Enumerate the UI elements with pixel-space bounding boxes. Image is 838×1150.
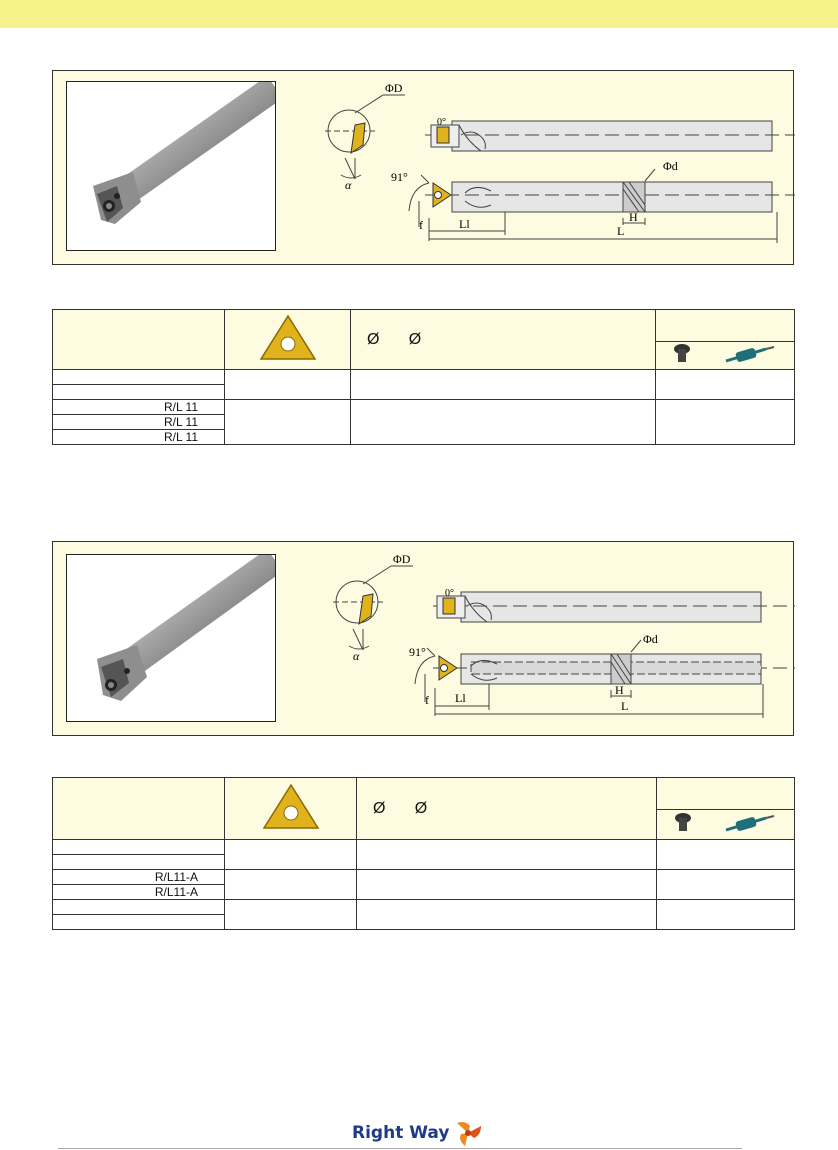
wrench-icon <box>722 343 778 365</box>
label-alpha: α <box>345 178 352 192</box>
label-f: f <box>419 218 423 232</box>
insert-cell <box>225 400 351 445</box>
label-zero-angle: 0° <box>437 117 446 128</box>
dimension-cell <box>357 870 657 900</box>
header-insert-cell <box>225 778 357 840</box>
label-l1: Ll <box>459 217 470 231</box>
parts-cell <box>657 900 795 930</box>
insert-cell <box>225 840 357 870</box>
label-l1: Ll <box>455 691 466 705</box>
dimension-cell <box>357 900 657 930</box>
label-shank-diameter: Φd <box>643 632 658 646</box>
insert-cell <box>225 900 357 930</box>
model-cell <box>53 855 225 870</box>
header-parts-cell <box>657 778 795 810</box>
brand-name: Right Way <box>352 1123 450 1143</box>
insert-cell <box>225 870 357 900</box>
label-f: f <box>425 693 429 707</box>
header-model-cell <box>53 778 225 840</box>
model-cell: R/L 11 <box>53 415 225 430</box>
header-dimensions-cell <box>357 778 657 840</box>
label-approach-angle: 91° <box>409 645 426 659</box>
footer-logo <box>352 1118 483 1148</box>
parts-cell <box>656 370 795 400</box>
label-h: H <box>615 683 624 697</box>
model-cell <box>53 900 225 915</box>
header-parts-cell <box>656 310 795 342</box>
screw-icon <box>673 812 693 834</box>
triangular-insert-icon <box>258 313 318 363</box>
insert-cell <box>225 370 351 400</box>
tool-photo-2 <box>66 554 276 722</box>
diameter-symbol: Ø <box>414 799 428 817</box>
parts-cell <box>657 840 795 870</box>
dimension-cell <box>351 400 656 445</box>
parts-cell <box>657 870 795 900</box>
model-cell: R/L11-A <box>53 885 225 900</box>
tool-photo-1 <box>66 81 276 251</box>
label-l: L <box>621 699 629 713</box>
boring-bar-image <box>67 82 276 251</box>
product-panel-1 <box>52 70 794 265</box>
triangular-insert-icon <box>261 782 321 832</box>
technical-drawing-1 <box>325 83 795 259</box>
label-shank-diameter: Φd <box>663 159 678 173</box>
footer-divider <box>58 1148 742 1149</box>
dimension-cell <box>357 840 657 870</box>
spec-table-2 <box>52 777 795 930</box>
header-parts-icons <box>656 342 795 370</box>
brand-swirl-icon <box>453 1118 483 1148</box>
product-panel-2 <box>52 541 794 736</box>
dimension-cell <box>351 370 656 400</box>
top-banner <box>0 0 838 28</box>
diameter-symbol: Ø <box>373 799 386 817</box>
label-l: L <box>617 224 625 238</box>
label-approach-angle: 91° <box>391 170 408 184</box>
header-insert-cell <box>225 310 351 370</box>
model-cell <box>53 915 225 930</box>
model-cell <box>53 840 225 855</box>
label-bore-diameter: ΦD <box>393 554 411 566</box>
header-model-cell <box>53 310 225 370</box>
boring-bar-image <box>67 555 276 722</box>
diameter-symbol: Ø <box>408 330 422 348</box>
header-dimensions-cell <box>351 310 656 370</box>
wrench-icon <box>722 812 778 834</box>
label-alpha: α <box>353 649 360 663</box>
label-bore-diameter: ΦD <box>385 83 403 95</box>
parts-cell <box>656 400 795 445</box>
model-cell <box>53 370 225 385</box>
model-cell: R/L 11 <box>53 400 225 415</box>
label-h: H <box>629 210 638 224</box>
technical-drawing-2 <box>325 554 795 730</box>
screw-icon <box>672 343 692 365</box>
model-cell <box>53 385 225 400</box>
label-zero-angle: 0° <box>445 588 454 599</box>
model-cell: R/L11-A <box>53 870 225 885</box>
header-parts-icons <box>657 810 795 840</box>
spec-table-1 <box>52 309 795 445</box>
diameter-symbol: Ø <box>367 330 380 348</box>
model-cell: R/L 11 <box>53 430 225 445</box>
